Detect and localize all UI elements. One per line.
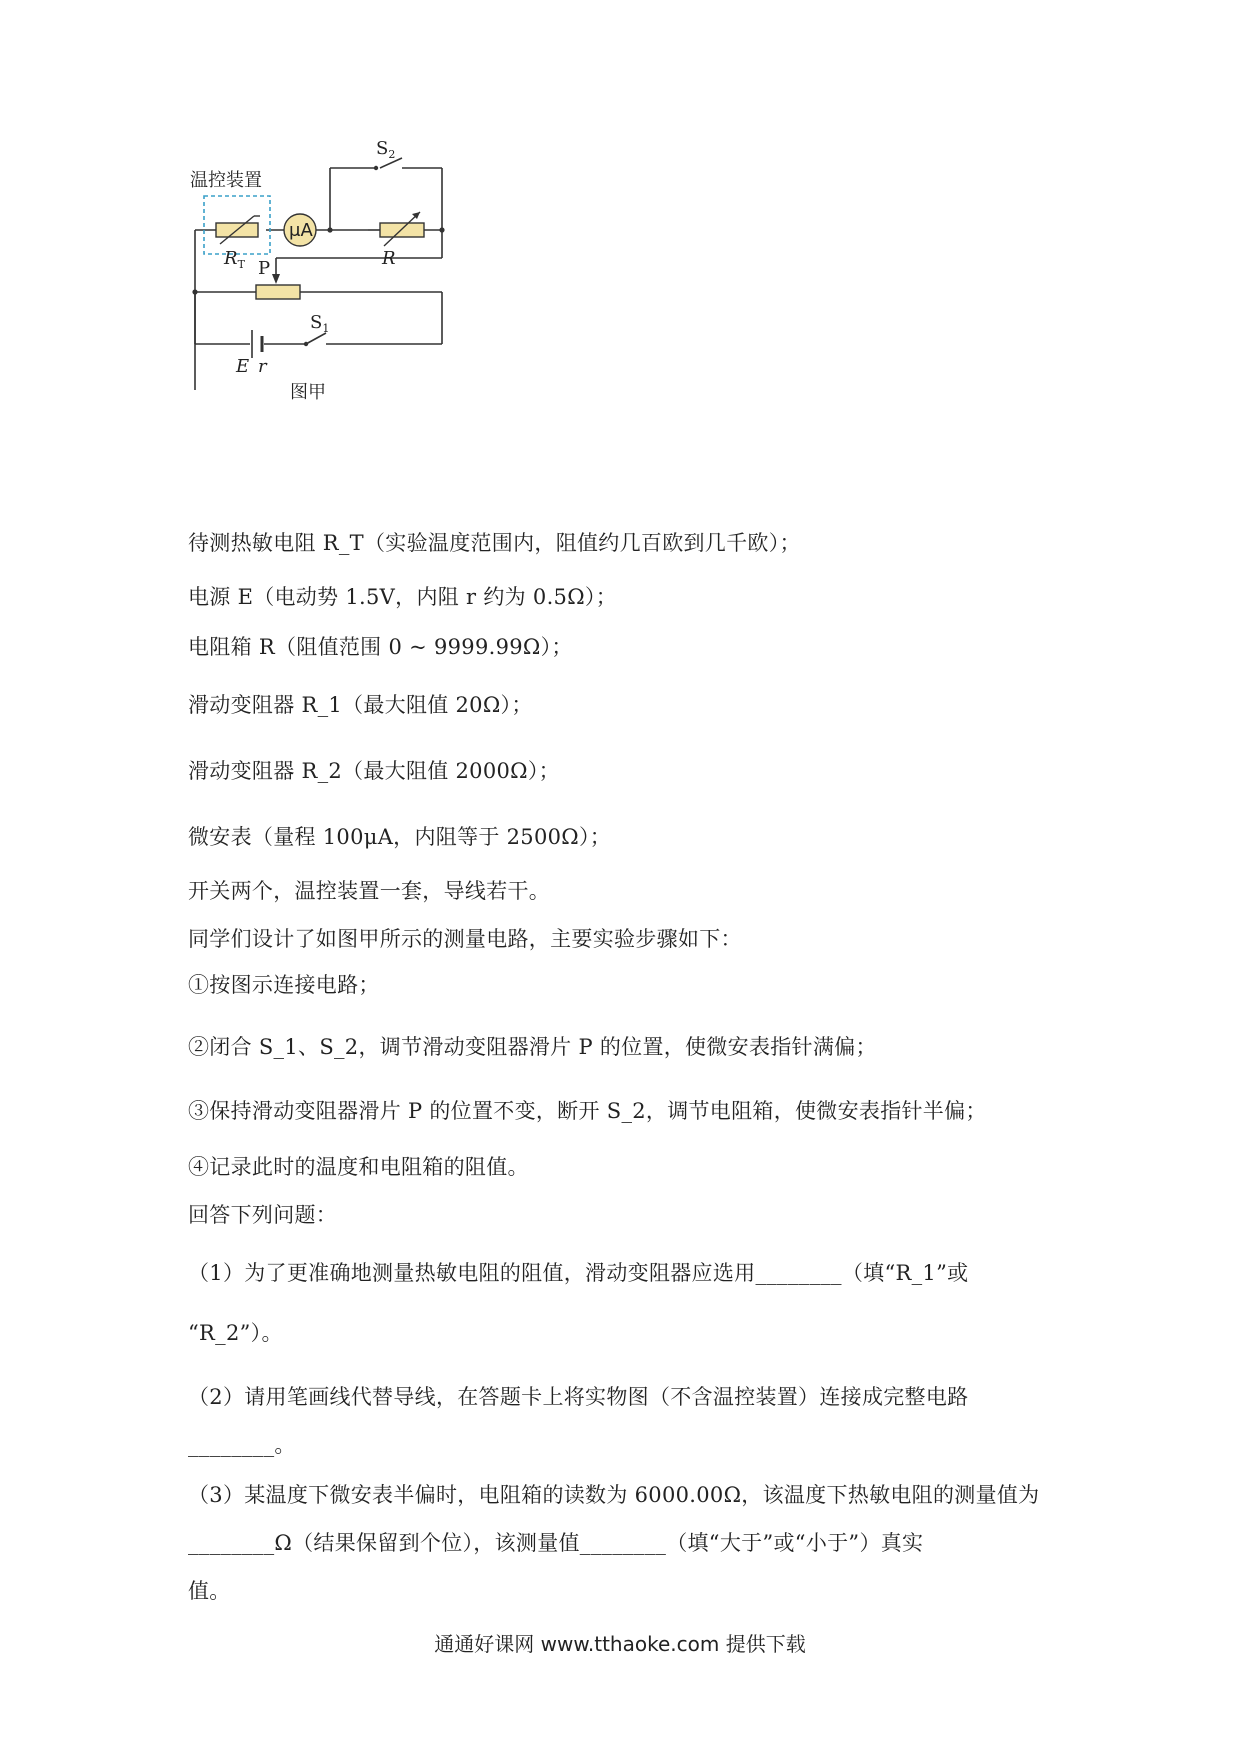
label-e: E: [236, 356, 250, 377]
label-rt: $R_T$: [224, 248, 245, 271]
equipment-item: 滑动变阻器 R_2（最大阻值 2000Ω）；: [188, 759, 560, 783]
label-small-r: r: [258, 356, 267, 377]
equipment-item: 电阻箱 R（阻值范围 0 ~ 9999.99Ω）；: [188, 635, 573, 659]
step-item: ③保持滑动变阻器滑片 P 的位置不变，断开 S_2，调节电阻箱，使微安表指针半偏；: [188, 1099, 987, 1123]
circuit-diagram: [180, 140, 520, 450]
step-item: ②闭合 S_1、S_2，调节滑动变阻器滑片 P 的位置，使微安表指针满偏；: [188, 1035, 877, 1059]
question-3-line1: （3）某温度下微安表半偏时，电阻箱的读数为 6000.00Ω，该温度下热敏电阻的测量值为: [188, 1483, 1040, 1507]
question-1-line2: “R_2”）。: [188, 1321, 283, 1345]
step-item: ①按图示连接电路；: [188, 973, 380, 997]
intro-text: 同学们设计了如图甲所示的测量电路，主要实验步骤如下：: [188, 927, 742, 951]
equipment-item: 开关两个，温控装置一套，导线若干。: [188, 879, 551, 903]
equipment-item: 微安表（量程 100μA，内阻等于 2500Ω）；: [188, 825, 612, 849]
equipment-item: 滑动变阻器 R_1（最大阻值 20Ω）；: [188, 693, 533, 717]
equipment-item: 电源 E（电动势 1.5V，内阻 r 约为 0.5Ω）；: [188, 585, 618, 609]
step-item: ④记录此时的温度和电阻箱的阻值。: [188, 1155, 529, 1179]
label-r: R: [382, 248, 396, 269]
label-temp-device: 温控装置: [190, 170, 262, 191]
circuit-svg: [180, 140, 520, 450]
equipment-item: 待测热敏电阻 R_T（实验温度范围内，阻值约几百欧到几千欧）；: [188, 531, 801, 555]
question-1-line1: （1）为了更准确地测量热敏电阻的阻值，滑动变阻器应选用________（填“R_1”或: [188, 1261, 969, 1285]
label-meter: μA: [289, 220, 313, 241]
label-s1: $S_1$: [310, 312, 330, 335]
question-2-line2: ________。: [188, 1433, 296, 1457]
diagram-caption: 图甲: [290, 382, 326, 403]
footer-watermark: 通通好课网 www.tthaoke.com 提供下载: [434, 1632, 806, 1656]
resistance-box-r: [380, 223, 424, 237]
label-s2: $S_2$: [376, 138, 396, 161]
question-3-line2: ________Ω（结果保留到个位），该测量值________（填“大于”或“小于”）真实: [188, 1531, 924, 1555]
label-p: P: [258, 258, 271, 279]
question-3-line3: 值。: [188, 1579, 231, 1603]
question-2-line1: （2）请用笔画线代替导线，在答题卡上将实物图（不含温控装置）连接成完整电路: [188, 1385, 969, 1409]
slider-rheostat: [256, 285, 300, 299]
answer-intro: 回答下列问题：: [188, 1203, 338, 1227]
